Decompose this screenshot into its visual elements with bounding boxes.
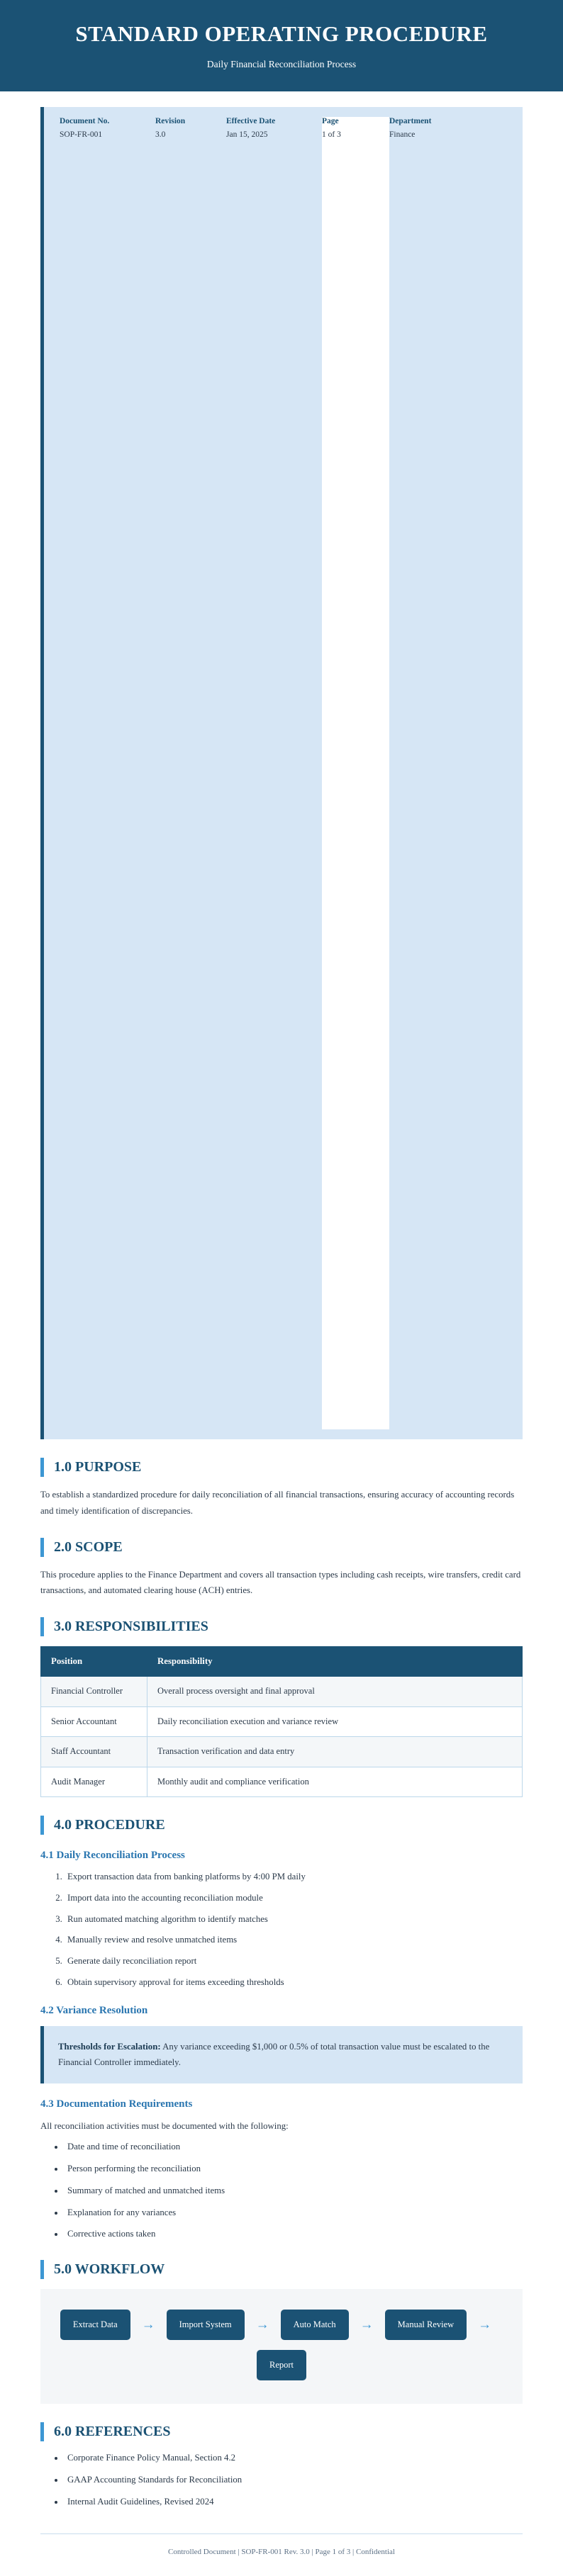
list-item: • Explanation for any variances (65, 2206, 523, 2220)
document-metadata-bar (40, 107, 523, 1439)
cell-responsibility: Monthly audit and compliance verification (147, 1767, 523, 1797)
section-heading-procedure: 4.0 PROCEDURE (40, 1816, 523, 1835)
meta-page (322, 117, 389, 1429)
meta-revision-label: Revision (155, 117, 186, 126)
responsibilities-table (40, 1646, 523, 1797)
meta-document-no (60, 117, 155, 140)
meta-page-label: Page (322, 117, 339, 126)
list-item: 3. Run automated matching algorithm to identify matches (65, 1913, 523, 1927)
meta-document-no-value: SOP-FR-001 (60, 130, 103, 139)
cell-responsibility: Transaction verification and data entry (147, 1737, 523, 1767)
list-item: 1. Export transaction data from banking platforms by 4:00 PM daily (65, 1870, 523, 1884)
meta-revision (155, 117, 226, 140)
workflow-node-row (55, 2305, 508, 2385)
sub-heading-documentation-requirements: 4.3 Documentation Requirements (40, 2098, 193, 2110)
table-row (41, 1767, 523, 1797)
callout-body-text: Any variance exceeding $1,000 or 0.5% of total transaction value must be escalated to the Financial Controller immediately. (58, 2041, 490, 2068)
workflow-node-report: Report (257, 2350, 306, 2380)
sub-heading-variance-resolution: 4.2 Variance Resolution (40, 2004, 148, 2016)
list-item: • Corrective actions taken (65, 2227, 523, 2242)
cell-responsibility: Overall process oversight and final approval (147, 1677, 523, 1707)
workflow-node-import-system: Import System (167, 2310, 245, 2340)
section-heading-references: 6.0 REFERENCES (40, 2422, 523, 2441)
table-row (41, 1706, 523, 1737)
workflow-node-auto-match: Auto Match (281, 2310, 349, 2340)
section-heading-purpose: 1.0 PURPOSE (40, 1458, 523, 1477)
cell-responsibility: Daily reconciliation execution and variance review (147, 1706, 523, 1737)
workflow-node-manual-review: Manual Review (385, 2310, 467, 2340)
list-item: • GAAP Accounting Standards for Reconciliation (65, 2473, 523, 2487)
meta-page-value: 1 of 3 (322, 130, 341, 139)
meta-revision-value: 3.0 (155, 130, 166, 139)
document-title: STANDARD OPERATING PROCEDURE (75, 21, 488, 46)
workflow-node-extract-data: Extract Data (60, 2310, 130, 2340)
meta-effective-date-label: Effective Date (226, 117, 276, 126)
arrow-right-icon: → (359, 2317, 374, 2333)
cell-position: Staff Accountant (41, 1737, 147, 1767)
document-content (0, 1458, 563, 2576)
list-item: 5. Generate daily reconciliation report (65, 1955, 523, 1969)
section-heading-workflow: 5.0 WORKFLOW (40, 2260, 523, 2279)
table-head (41, 1647, 523, 1677)
document-header (0, 0, 563, 91)
arrow-right-icon: → (255, 2317, 269, 2333)
references-list (40, 2451, 523, 2509)
meta-effective-date (226, 117, 322, 140)
document-subtitle: Daily Financial Reconciliation Process (206, 58, 357, 69)
table-row (41, 1737, 523, 1767)
cell-position: Financial Controller (41, 1677, 147, 1707)
documentation-requirements-list (40, 2140, 523, 2242)
arrow-right-icon: → (141, 2317, 155, 2333)
section-heading-responsibilities: 3.0 RESPONSIBILITIES (40, 1617, 523, 1636)
escalation-threshold-callout (40, 2026, 523, 2083)
list-item: • Corporate Finance Policy Manual, Section 4.2 (65, 2451, 523, 2465)
list-item: 6. Obtain supervisory approval for items exceeding thresholds (65, 1976, 523, 1990)
cell-position: Audit Manager (41, 1767, 147, 1797)
document-footer: Controlled Document | SOP-FR-001 Rev. 3.0 | Page 1 of 3 | Confidential (168, 2547, 395, 2556)
column-header-responsibility: Responsibility (147, 1647, 523, 1677)
section-heading-scope: 2.0 SCOPE (40, 1538, 523, 1557)
scope-body: This procedure applies to the Finance Department and covers all transaction types including cash receipts, wire transfers, credit card transactions, and automated clearing house (ACH) entries. (40, 1569, 521, 1596)
meta-department-label: Department (389, 117, 432, 126)
list-item: • Internal Audit Guidelines, Revised 2024 (65, 2495, 523, 2509)
meta-department (389, 117, 445, 140)
list-item: • Person performing the reconciliation (65, 2162, 523, 2176)
purpose-body: To establish a standardized procedure for daily reconciliation of all financial transactions, ensuring accuracy of accounting records and timely identification of discrepancies. (40, 1490, 515, 1516)
callout-paragraph (58, 2039, 507, 2071)
list-item: • Date and time of reconciliation (65, 2140, 523, 2154)
table-row (41, 1677, 523, 1707)
meta-department-value: Finance (389, 130, 416, 139)
list-item: • Summary of matched and unmatched items (65, 2184, 523, 2198)
list-item: 4. Manually review and resolve unmatched items (65, 1933, 523, 1947)
workflow-diagram (40, 2289, 523, 2404)
callout-lead-label: Thresholds for Escalation: (58, 2041, 161, 2052)
list-item: 2. Import data into the accounting reconciliation module (65, 1891, 523, 1906)
table-header-row (41, 1647, 523, 1677)
meta-effective-date-value: Jan 15, 2025 (226, 130, 268, 139)
procedure-steps-list (40, 1870, 523, 1990)
documentation-intro: All reconciliation activities must be documented with the following: (40, 2121, 289, 2132)
column-header-position: Position (41, 1647, 147, 1677)
arrow-right-icon: → (478, 2317, 492, 2333)
sub-heading-daily-reconciliation-process: 4.1 Daily Reconciliation Process (40, 1850, 185, 1862)
cell-position: Senior Accountant (41, 1706, 147, 1737)
meta-document-no-label: Document No. (60, 117, 110, 126)
table-body (41, 1677, 523, 1797)
